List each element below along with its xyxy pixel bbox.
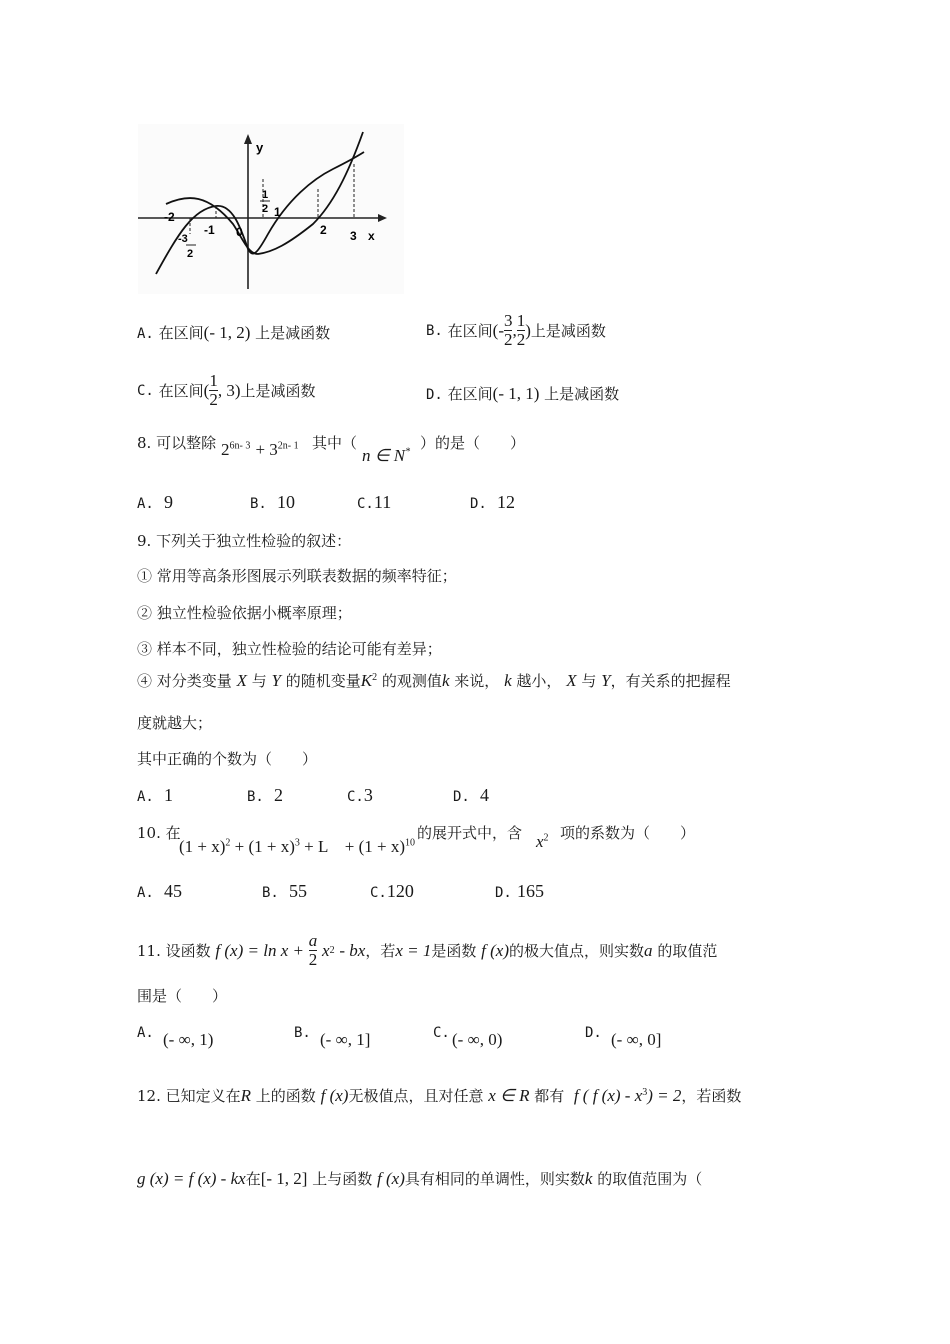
option-tail: 上是减函数 [255,324,331,342]
q10-stem-mid: 的展开式中，含 [417,824,523,842]
paren-close: ) [525,320,531,340]
option-label: C. [137,382,154,399]
tick-minus-2: -2 [164,210,175,224]
q9-stem: 9. 下列关于独立性检验的叙述： [137,532,352,550]
comma: , [512,320,517,340]
axis-label-y: y [256,140,264,155]
paren-open: ( [203,380,210,400]
q7-option-a[interactable] [137,322,330,343]
q10-option-a[interactable]: A. 45 [137,881,183,901]
q8-expression: $2^{6n- 3} + 3^{2n- 1}$ [221,440,299,459]
q9-statement-4-cont: 度就越大； [137,714,213,732]
option-text: 在区间 [447,385,493,403]
option-label: D. [426,387,443,403]
q11-option-a[interactable]: A. [137,1025,154,1041]
fraction-1-2: $\frac{1}{2}$ [516,311,526,349]
q11-option-b-value: (- ∞, 1] [320,1030,371,1049]
origin-label: 0 [236,225,243,239]
fraction-3-2: $\frac{3}{2}$ [503,311,513,349]
q7-option-c[interactable] [137,372,316,409]
q11-option-b[interactable]: B. [294,1025,311,1041]
option-text: 在区间 [158,324,204,342]
q10-expression: $(1 + x)^2 + (1 + x)^3 + L$ + $(1 + x)^{10}$ [179,837,416,856]
q11-stem: 11. 设函数 f (x) = ln x + $\frac{a}{2}$ x 2 - bx ，若 x = 1 是函数 f (x) 的极大值点，则实数 a 的取值范 [137,931,718,969]
q10-term: $x^2$ [536,832,549,851]
interval: (- 1, 2) [203,323,251,342]
q10-stem-suffix: 项的系数为（ ） [560,824,696,842]
q9-statement-4: ④ 对分类变量 X 与 Y 的随机变量$K^2$ 的观测值k 来说， k 越小， X 与 Y，有关系的把握程 [137,671,731,690]
fraction-1-2: $\frac{1}{2}$ [209,371,218,409]
option-text: 在区间 [447,322,493,340]
q9-statement-2: ② 独立性检验依据小概率原理； [137,604,352,622]
q9-option-c[interactable]: C.3 [347,785,373,805]
option-text: 在区间 [158,382,204,400]
q8-option-b[interactable]: B. 10 [250,492,296,512]
q7-option-d[interactable] [426,383,619,404]
q9-statement-3: ③ 样本不同，独立性检验的结论可能有差异； [137,640,442,658]
q9-option-a[interactable]: A. 1 [137,785,174,805]
tick-minus-3-num: -3 [178,233,188,245]
q8-option-d[interactable]: D. 12 [470,492,516,512]
option-tail: 上是减函数 [530,322,606,340]
option-tail: 上是减函数 [240,382,316,400]
q7-option-b[interactable] [426,312,606,349]
q10-option-c[interactable]: C.120 [370,881,414,901]
q9-option-b[interactable]: B. 2 [247,785,284,805]
q11-option-c-value: (- ∞, 0) [452,1030,503,1049]
q8-stem-suffix: ）的是（ ） [420,434,526,452]
q10-option-d[interactable]: D. 165 [495,881,544,901]
function-graph [138,124,404,294]
q8-option-a[interactable]: A. 9 [137,492,174,512]
axis-label-x: x [368,229,375,243]
q9-statement-1: ① 常用等高条形图展示列联表数据的频率特征； [137,567,457,585]
tick-minus-3-2-den: 2 [187,248,194,260]
q8-option-c[interactable]: C.11 [357,492,392,512]
tick-minus-1: -1 [204,223,215,237]
q9-ask: 其中正确的个数为（ ） [137,750,318,768]
fraction-a-2: $\frac{a}{2}$ [308,931,318,969]
q10-option-b[interactable]: B. 55 [262,881,308,901]
tick-3: 3 [350,229,357,243]
tick-1: 1 [274,205,281,219]
q11-stem-cont: 围是（ ） [137,987,228,1005]
q11-option-a-value: (- ∞, 1) [163,1030,214,1049]
q9-option-d[interactable]: D. 4 [453,785,490,805]
paren-open: (- [492,320,504,340]
q10-stem-prefix: 10. 在 [137,824,181,842]
q8-stem-mid: 其中（ [312,434,358,452]
option-label: A. [137,326,154,342]
q12-stem-cont: g (x) = f (x) - kx在[- 1, 2] 上与函数 f (x)具有相同的单调性，则实数k 的取值范围为（ [137,1169,703,1188]
interval: (- 1, 1) [492,384,540,403]
q11-option-d[interactable]: D. [585,1025,602,1041]
option-label: B. [426,322,443,339]
tick-half-den: 2 [262,203,269,215]
option-tail: 上是减函数 [544,385,620,403]
q8-stem-prefix: 8. 可以整除 [137,434,217,452]
tick-2: 2 [320,223,327,237]
q8-condition: n ∈ N* [362,446,411,465]
q11-option-d-value: (- ∞, 0] [611,1030,662,1049]
q12-stem: 12. 已知定义在R 上的函数 f (x)无极值点，且对任意 x ∈ R 都有 f ( f $(x) - x^3) = 2$，若函数 [137,1086,742,1105]
tick-half-num: 1 [262,189,269,201]
interval-rest: , 3) [217,380,241,400]
q11-option-c[interactable]: C. [433,1025,450,1041]
